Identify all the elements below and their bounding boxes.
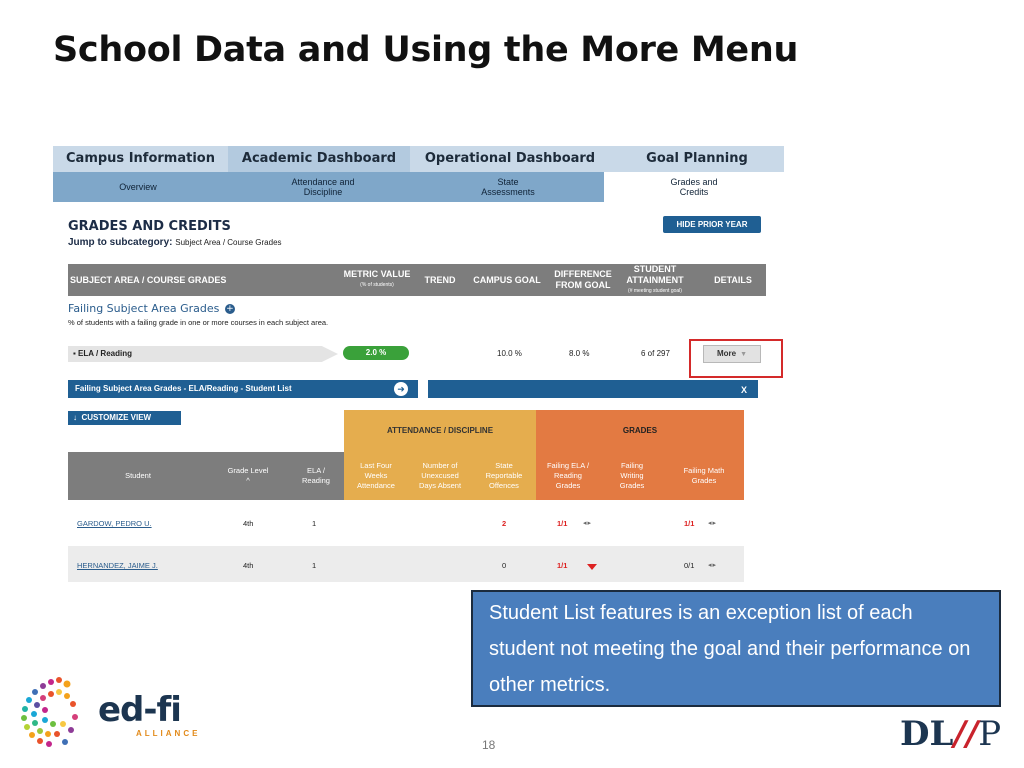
subtab-overview[interactable]: Overview <box>119 182 157 192</box>
ela-fail-cell: 1/1 <box>557 561 568 570</box>
col-campus-goal: CAMPUS GOAL <box>473 274 541 285</box>
attainment-label: STUDENT ATTAINMENT <box>626 263 684 285</box>
col-last-four-weeks[interactable]: Last Four Weeks Attendance <box>344 452 408 500</box>
subtab-state-assessments[interactable]: State Assessments <box>481 177 535 197</box>
metric-group-title[interactable] <box>68 302 235 315</box>
metric-value-pill: 2.0 % <box>343 346 409 360</box>
col-failing-math[interactable]: Failing Math Grades <box>664 452 744 500</box>
dashboard-screenshot <box>53 146 784 590</box>
dlp-dl: DL <box>900 714 954 754</box>
student-name-link[interactable]: HERNANDEZ, JAIME J. <box>77 561 158 570</box>
dlp-slash: // <box>953 714 979 754</box>
grade-level-label: Grade Level <box>227 466 269 475</box>
col-unexcused-days[interactable]: Number of Unexcused Days Absent <box>408 452 472 500</box>
offences-cell: 0 <box>502 561 507 570</box>
grade-level-cell: 4th <box>243 561 254 570</box>
slide-title: School Data and Using the More Menu <box>53 30 799 70</box>
metric-group-description: % of students with a failing grade in one or more courses in each subject area. <box>68 318 329 327</box>
math-fail-cell: 0/1 <box>684 561 695 570</box>
tab-academic-dashboard[interactable]: Academic Dashboard <box>228 146 410 172</box>
difference-value: 8.0 % <box>569 349 590 358</box>
arrow-down-icon: ↓ <box>73 413 77 422</box>
tab-goal-planning[interactable]: Goal Planning <box>646 151 748 166</box>
expand-icon[interactable]: + <box>226 304 234 314</box>
edfi-logo-icon <box>15 672 90 752</box>
col-attainment <box>619 264 691 296</box>
callout-box: Student List features is an exception list of each student not meeting the goal and their performance on other metrics. <box>471 590 1001 707</box>
col-metric-value <box>336 264 418 296</box>
sort-up-icon: ^ <box>246 476 250 485</box>
metric-value-sublabel: (% of students) <box>360 282 394 288</box>
ela-cell: 1 <box>312 519 317 528</box>
col-failing-writing[interactable]: Failing Writing Grades <box>600 452 664 500</box>
col-failing-ela[interactable]: Failing ELA / Reading Grades <box>536 452 600 500</box>
col-ela-reading[interactable]: ELA / Reading <box>288 452 344 500</box>
top-nav <box>53 146 784 172</box>
metric-value-label: METRIC VALUE <box>343 269 411 279</box>
highlight-box <box>689 339 783 378</box>
col-grade-level[interactable] <box>208 452 288 500</box>
attainment-value: 6 of 297 <box>641 349 670 358</box>
col-details: DETAILS <box>714 274 752 285</box>
student-list-bar: Failing Subject Area Grades - ELA/Reading - Student List <box>68 380 418 398</box>
left-right-arrows-icon: ◂▸ <box>708 520 718 527</box>
tab-campus-information[interactable]: Campus Information <box>66 151 215 166</box>
subtab-grades-credits[interactable]: Grades and Credits <box>604 172 784 202</box>
math-fail-cell: 1/1 <box>684 519 695 528</box>
trend-down-icon <box>587 563 597 572</box>
group-grades: GRADES <box>536 410 744 452</box>
subtab-attendance-discipline[interactable]: Attendance and Discipline <box>291 177 355 197</box>
tab-operational-dashboard[interactable]: Operational Dashboard <box>424 151 596 166</box>
jump-to-subcategory <box>68 237 282 248</box>
metric-row-label[interactable]: ▪ ELA / Reading <box>73 349 132 358</box>
dlp-logo <box>900 714 1001 754</box>
arrow-right-icon[interactable]: ➜ <box>394 382 408 396</box>
attainment-sublabel: (# meeting student goal) <box>628 287 682 294</box>
more-label: More <box>716 349 737 358</box>
left-right-arrows-icon: ◂▸ <box>583 520 593 527</box>
dlp-p: P <box>978 714 1002 754</box>
table-row <box>68 506 744 542</box>
student-list-bar-extension <box>428 380 758 398</box>
sub-nav <box>53 172 784 202</box>
edfi-wordmark: ed-fi <box>98 690 181 730</box>
campus-goal-value: 10.0 % <box>497 349 522 358</box>
close-button[interactable]: X <box>735 382 753 398</box>
grade-level-cell: 4th <box>243 519 254 528</box>
ela-cell: 1 <box>312 561 317 570</box>
col-state-offences[interactable]: State Reportable Offences <box>472 452 536 500</box>
edfi-alliance-text: ALLIANCE <box>136 729 201 738</box>
customize-view-button[interactable] <box>68 411 181 425</box>
table-row <box>68 546 744 582</box>
left-right-arrows-icon: ◂▸ <box>708 562 718 569</box>
metric-group-label: Failing Subject Area Grades <box>68 302 220 315</box>
metric-table-header <box>68 264 766 296</box>
dropdown-caret-icon: ▼ <box>740 351 748 358</box>
jump-label: Jump to subcategory: <box>68 237 173 248</box>
col-subject-area: SUBJECT AREA / COURSE GRADES <box>70 274 227 285</box>
ela-fail-cell: 1/1 <box>557 519 568 528</box>
hide-prior-year-button[interactable]: HIDE PRIOR YEAR <box>663 216 761 233</box>
group-attendance-discipline: ATTENDANCE / DISCIPLINE <box>344 410 536 452</box>
page-number: 18 <box>482 738 496 752</box>
jump-link[interactable]: Subject Area / Course Grades <box>175 238 282 247</box>
col-trend: TREND <box>424 274 456 285</box>
section-title: GRADES AND CREDITS <box>68 219 231 234</box>
offences-cell: 2 <box>502 519 507 528</box>
col-difference: DIFFERENCE FROM GOAL <box>554 269 612 290</box>
customize-label: CUSTOMIZE VIEW <box>81 413 152 422</box>
student-name-link[interactable]: GARDOW, PEDRO U. <box>77 519 152 528</box>
col-student[interactable]: Student <box>68 452 208 500</box>
